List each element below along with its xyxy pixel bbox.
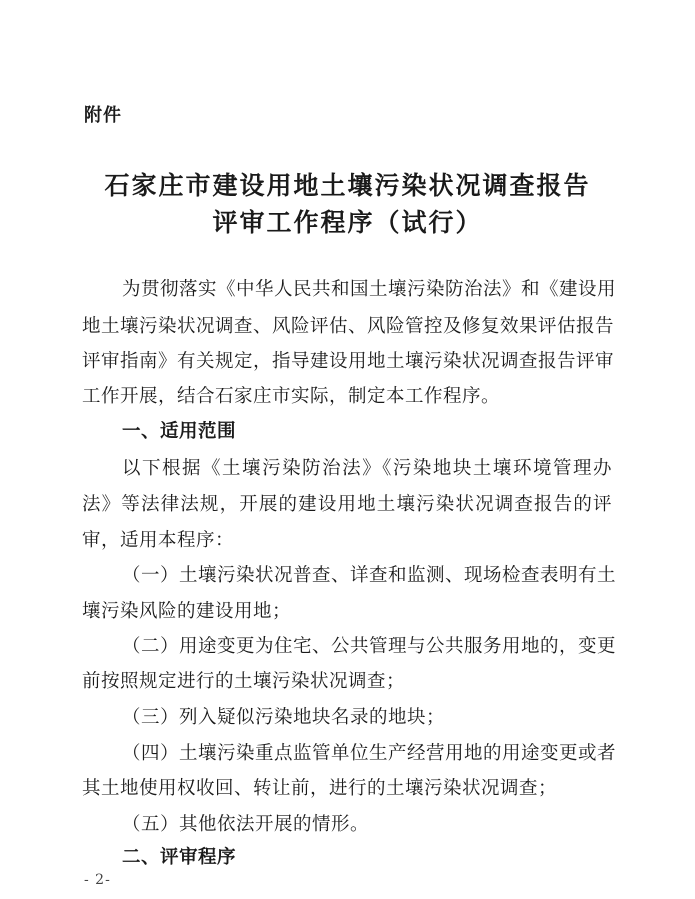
paragraph-1-line-3: 评审指南》有关规定，指导建设用地土壤污染状况调查报告评审 (82, 351, 615, 372)
list-item-3: （三）列入疑似污染地块名录的地块； (122, 707, 446, 728)
list-item-5: （五）其他依法开展的情形。 (122, 814, 370, 835)
list-item-2-line-1: （二）用途变更为住宅、公共管理与公共服务用地的，变更 (122, 636, 617, 657)
list-item-4-line-1: （四）土壤污染重点监管单位生产经营用地的用途变更或者 (122, 743, 617, 764)
document-title-line-1: 石家庄市建设用地土壤污染状况调查报告 (104, 171, 591, 200)
paragraph-1-line-4: 工作开展，结合石家庄市实际，制定本工作程序。 (82, 386, 501, 407)
list-item-1-line-2: 壤污染风险的建设用地； (82, 601, 292, 622)
paragraph-1-line-2: 地土壤污染状况调查、风险评估、风险管控及修复效果评估报告 (82, 316, 615, 337)
paragraph-2-line-2: 法》等法律法规，开展的建设用地土壤污染状况调查报告的评 (82, 494, 612, 515)
page-number: - 2- (84, 872, 111, 888)
document-title-line-2: 评审工作程序（试行） (212, 208, 483, 237)
paragraph-2-line-3: 审，适用本程序： (82, 530, 235, 551)
list-item-2-line-2: 前按照规定进行的土壤污染状况调查； (82, 671, 406, 692)
attachment-label: 附件 (84, 105, 122, 126)
list-item-4-line-2: 其土地使用权收回、转让前，进行的土壤污染状况调查； (82, 778, 558, 799)
list-item-1-line-1: （一）土壤污染状况普查、详查和监测、现场检查表明有土 (122, 565, 617, 586)
paragraph-1-line-1: 为贯彻落实《中华人民共和国土壤污染防治法》和《建设用 (122, 279, 617, 300)
section-heading-scope: 一、适用范围 (122, 421, 237, 442)
paragraph-2-line-1: 以下根据《土壤污染防治法》《污染地块土壤环境管理办 (122, 458, 612, 479)
section-heading-procedure: 二、评审程序 (122, 847, 237, 868)
